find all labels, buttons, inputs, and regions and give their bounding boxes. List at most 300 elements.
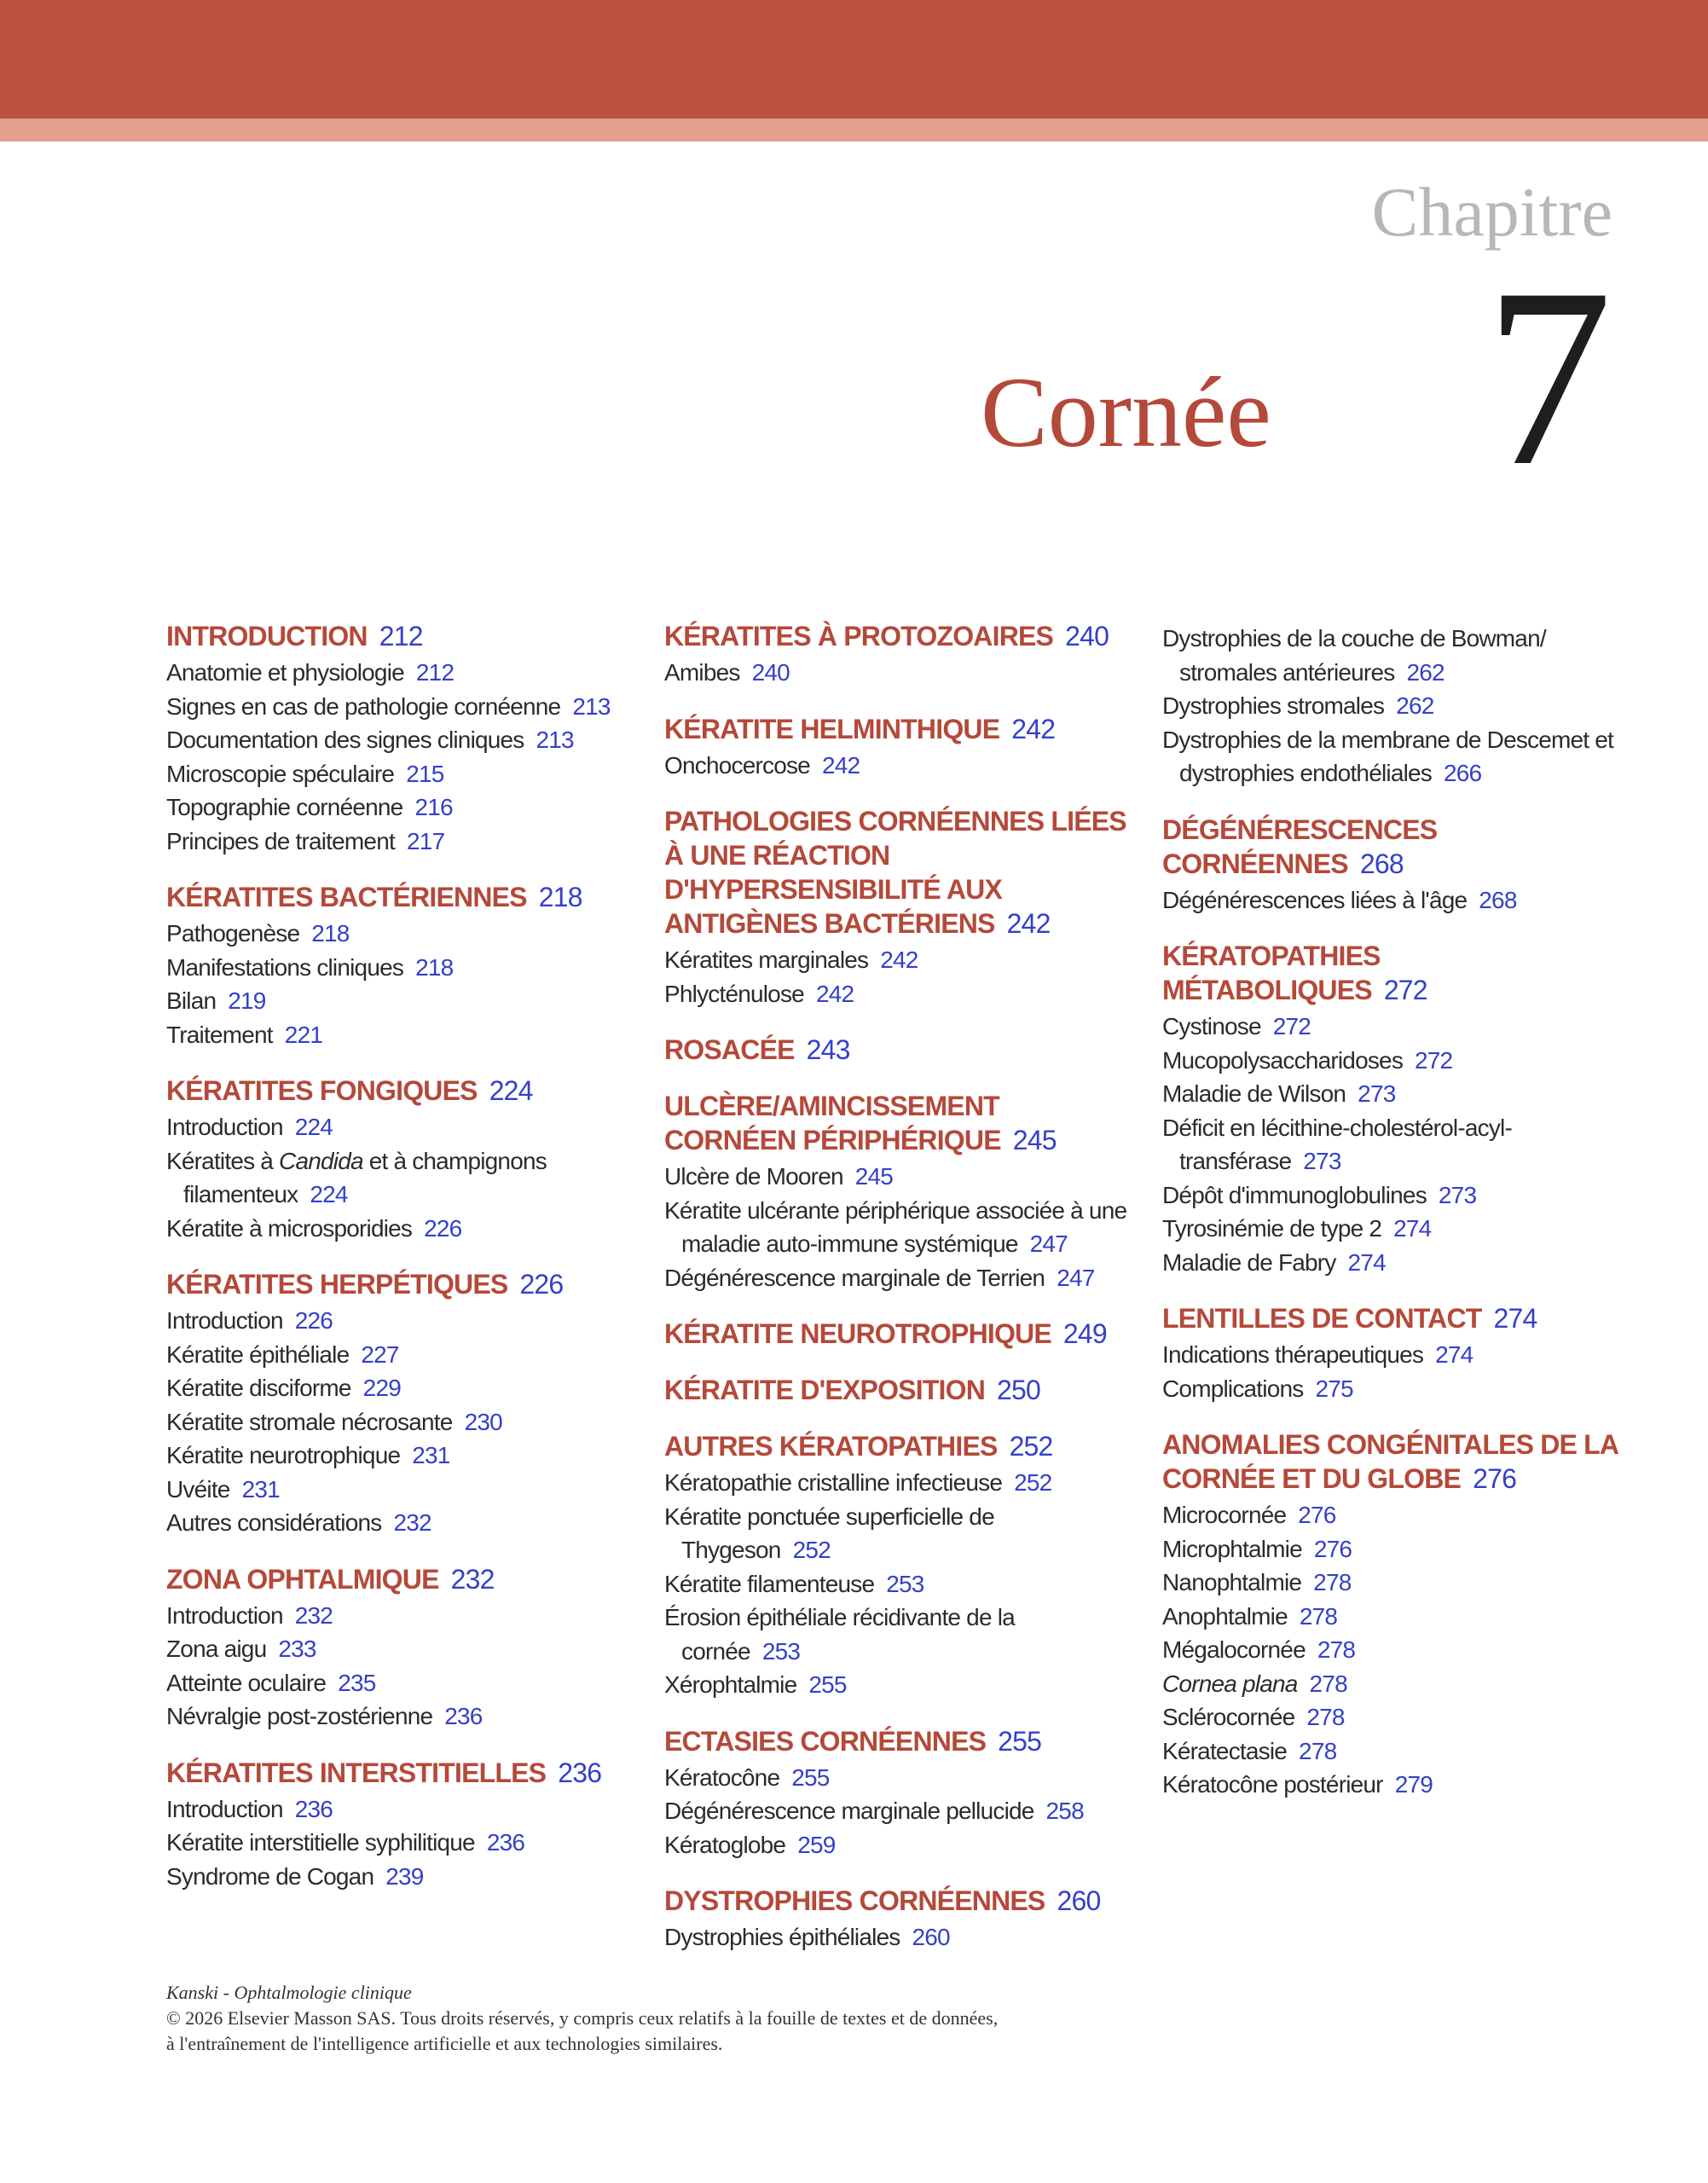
toc-entry-list bbox=[166, 656, 631, 858]
toc-entry[interactable] bbox=[1162, 1044, 1640, 1078]
toc-section bbox=[664, 1884, 1138, 1954]
toc-entry-title: Maladie de Wilson bbox=[1162, 1080, 1346, 1107]
toc-entry-title: Ulcère de Mooren bbox=[664, 1163, 843, 1190]
toc-entry[interactable] bbox=[664, 656, 1138, 690]
toc-section-title: KÉRATOPATHIES MÉTABOLIQUES bbox=[1162, 941, 1381, 1005]
toc-entry-list bbox=[1162, 1498, 1640, 1802]
toc-entry-title: Microscopie spéculaire bbox=[166, 760, 395, 787]
toc-entry-page: 247 bbox=[1029, 1230, 1068, 1257]
toc-entry-title: Pathogenèse bbox=[166, 920, 300, 947]
toc-entry-page: 218 bbox=[311, 920, 350, 947]
toc-entry-page: 235 bbox=[338, 1669, 376, 1696]
toc-entry-title: Kératite à microsporidies bbox=[166, 1214, 413, 1242]
toc-entry[interactable] bbox=[664, 1828, 1138, 1862]
toc-entry-page: 242 bbox=[821, 751, 860, 779]
toc-section-heading[interactable] bbox=[664, 1033, 1138, 1067]
toc-section-title: KÉRATITES HERPÉTIQUES bbox=[166, 1269, 508, 1300]
toc-entry[interactable] bbox=[166, 723, 631, 757]
toc-entry-title: Maladie de Fabry bbox=[1162, 1248, 1336, 1276]
toc-entry-page: 236 bbox=[486, 1829, 525, 1856]
toc-entry-page: 272 bbox=[1272, 1013, 1311, 1039]
toc-section-heading[interactable] bbox=[1162, 1301, 1640, 1335]
toc-entry-title: Topographie cornéenne bbox=[166, 794, 403, 820]
toc-section-title: AUTRES KÉRATOPATHIES bbox=[664, 1431, 998, 1462]
toc-entry[interactable] bbox=[1162, 1178, 1640, 1213]
toc-entry[interactable] bbox=[1162, 723, 1640, 790]
toc-entry-page: 226 bbox=[294, 1307, 333, 1334]
toc-entry-page: 232 bbox=[294, 1601, 333, 1629]
toc-entry[interactable] bbox=[1162, 1077, 1640, 1111]
toc-entry-title: Dystrophies de la membrane de Descemet et dystrophies endothéliales bbox=[1162, 726, 1614, 786]
toc-entry[interactable] bbox=[664, 749, 1138, 783]
toc-entry-title: Névralgie post-zostérienne bbox=[166, 1703, 433, 1729]
toc-entry-page: 278 bbox=[1313, 1569, 1352, 1595]
toc-entry-list bbox=[664, 749, 1138, 783]
toc-section bbox=[664, 1429, 1138, 1702]
toc-section-page: 255 bbox=[998, 1725, 1042, 1757]
toc-entry-title: Xérophtalmie bbox=[664, 1671, 797, 1698]
toc-section bbox=[664, 1033, 1138, 1067]
toc-entry-title: Kératite ulcérante périphérique associée à une maladie auto-immune systémique bbox=[664, 1196, 1127, 1257]
toc-entry-title: Dystrophies de la couche de Bowman/ stromales antérieures bbox=[1162, 625, 1546, 686]
toc-entry-page: 272 bbox=[1415, 1046, 1453, 1074]
copyright-line: © 2026 Elsevier Masson SAS. Tous droits réservés, y compris ceux relatifs à la fouille de textes et de données, bbox=[166, 2007, 999, 2029]
toc-entry-title: Dystrophies épithéliales bbox=[664, 1924, 900, 1950]
toc-entry-title: Anophtalmie bbox=[1162, 1602, 1288, 1630]
toc-entry-page: 236 bbox=[294, 1795, 333, 1822]
toc-entry[interactable] bbox=[166, 1666, 631, 1700]
toc-entry[interactable] bbox=[664, 1668, 1138, 1702]
toc-entry-list bbox=[664, 943, 1138, 1010]
toc-entry-page: 262 bbox=[1406, 658, 1445, 686]
toc-entry-page: 239 bbox=[385, 1862, 424, 1890]
toc-section-title: KÉRATITE NEUROTROPHIQUE bbox=[664, 1318, 1051, 1349]
toc-section-page: 232 bbox=[450, 1563, 495, 1595]
toc-section-heading[interactable] bbox=[664, 1089, 1138, 1157]
toc-entry-page: 221 bbox=[284, 1021, 323, 1048]
toc-section-heading[interactable] bbox=[664, 1884, 1138, 1918]
header-band-accent bbox=[0, 119, 1708, 142]
toc-entry[interactable] bbox=[1162, 1734, 1640, 1769]
toc-entry-title: Tyrosinémie de type 2 bbox=[1162, 1215, 1382, 1242]
toc-entry-title: Dégénérescence marginale de Terrien bbox=[664, 1264, 1045, 1291]
toc-entry[interactable] bbox=[166, 1506, 631, 1540]
toc-section-title: ULCÈRE/AMINCISSEMENT CORNÉEN PÉRIPHÉRIQUE bbox=[664, 1091, 1001, 1155]
toc-entry-page: 260 bbox=[912, 1924, 950, 1950]
toc-entry-title: Kératite ponctuée superficielle de Thygeson bbox=[664, 1503, 994, 1563]
toc-entry-page: 258 bbox=[1045, 1798, 1084, 1824]
toc-section bbox=[664, 1089, 1138, 1294]
toc-entry-title: Syndrome de Cogan bbox=[166, 1862, 374, 1890]
toc-entry-title: Kératoglobe bbox=[664, 1831, 786, 1858]
toc-entry-list bbox=[166, 1304, 631, 1540]
toc-entry-page: 262 bbox=[1396, 692, 1434, 719]
toc-entry-title: Manifestations cliniques bbox=[166, 953, 404, 981]
toc-section-title: ZONA OPHTALMIQUE bbox=[166, 1563, 439, 1595]
toc-section bbox=[1162, 813, 1640, 918]
toc-section-title: INTRODUCTION bbox=[166, 621, 368, 651]
toc-entry[interactable] bbox=[1162, 1700, 1640, 1734]
toc-entry-page: 217 bbox=[406, 827, 445, 854]
toc-entry-title: Traitement bbox=[166, 1021, 273, 1048]
toc-entry-page: 273 bbox=[1358, 1080, 1396, 1107]
toc-entry-page: 236 bbox=[444, 1703, 483, 1729]
toc-section-heading[interactable] bbox=[664, 1429, 1138, 1463]
toc-column-2 bbox=[664, 619, 1138, 1954]
toc-section bbox=[166, 880, 631, 1051]
toc-entry[interactable] bbox=[166, 984, 631, 1018]
toc-entry[interactable] bbox=[664, 1466, 1138, 1500]
toc-section-heading[interactable] bbox=[664, 712, 1138, 746]
toc-entry-title: Introduction bbox=[166, 1601, 283, 1629]
toc-entry-page: 252 bbox=[1014, 1469, 1052, 1496]
toc-entry-page: 273 bbox=[1438, 1181, 1477, 1208]
toc-section-page: 268 bbox=[1359, 848, 1404, 879]
toc-entry-page: 274 bbox=[1435, 1341, 1474, 1368]
toc-entry[interactable] bbox=[664, 1920, 1138, 1954]
toc-entry[interactable] bbox=[664, 1761, 1138, 1795]
chapter-title: Cornée bbox=[981, 356, 1271, 468]
toc-entry[interactable] bbox=[166, 1144, 631, 1212]
chapter-number: 7 bbox=[1485, 235, 1612, 518]
toc-section-title: ECTASIES CORNÉENNES bbox=[664, 1725, 987, 1757]
toc-section bbox=[166, 1756, 631, 1894]
copyright-line: à l'entraînement de l'intelligence artificielle et aux technologies similaires. bbox=[166, 2033, 723, 2054]
italic-term: Candida bbox=[279, 1147, 363, 1174]
toc-entry-page: 278 bbox=[1299, 1602, 1338, 1630]
toc-entry-title: Mucopolysaccharidoses bbox=[1162, 1046, 1404, 1074]
toc-entry-page: 245 bbox=[854, 1163, 894, 1190]
toc-entry-page: 230 bbox=[464, 1408, 502, 1435]
toc-section-page: 250 bbox=[997, 1375, 1041, 1405]
toc-entry-page: 252 bbox=[792, 1537, 831, 1563]
toc-entry-page: 242 bbox=[815, 980, 854, 1007]
toc-entry-title: Zona aigu bbox=[166, 1636, 267, 1662]
toc-entry[interactable] bbox=[166, 1860, 631, 1894]
toc-section bbox=[664, 1724, 1138, 1862]
toc-entry-page: 224 bbox=[310, 1181, 348, 1207]
toc-section-heading[interactable] bbox=[166, 1756, 631, 1790]
toc-entry-title: Érosion épithéliale récidivante de la cornée bbox=[664, 1604, 1015, 1665]
toc-entry-title: Complications bbox=[1162, 1375, 1304, 1402]
toc-section-page: 245 bbox=[1012, 1125, 1057, 1155]
toc-entry-title: Principes de traitement bbox=[166, 827, 395, 854]
toc-entry-title: Phlycténulose bbox=[664, 980, 804, 1007]
toc-section-title: KÉRATITES INTERSTITIELLES bbox=[166, 1757, 547, 1788]
toc-section-heading[interactable] bbox=[166, 1267, 631, 1301]
toc-section-heading[interactable] bbox=[166, 880, 631, 914]
toc-entry-page: 273 bbox=[1303, 1148, 1341, 1174]
toc-entry[interactable] bbox=[664, 1194, 1138, 1261]
toc-section-heading[interactable] bbox=[664, 1724, 1138, 1758]
toc-entry-title: Kératite épithéliale bbox=[166, 1340, 350, 1368]
toc-entry[interactable] bbox=[1162, 1111, 1640, 1178]
toc-entry-title: Dégénérescences liées à l'âge bbox=[1162, 886, 1468, 913]
toc-entry[interactable] bbox=[1162, 1768, 1640, 1802]
toc-section-page: 252 bbox=[1009, 1431, 1053, 1462]
toc-entry-title: Dépôt d'immunoglobulines bbox=[1162, 1181, 1427, 1208]
toc-section-page: 240 bbox=[1065, 621, 1109, 651]
toc-entry[interactable] bbox=[1162, 1667, 1640, 1701]
toc-section bbox=[664, 1373, 1138, 1407]
toc-column-3 bbox=[1162, 619, 1640, 1802]
toc-entry-page: 213 bbox=[536, 727, 574, 753]
toc-entry[interactable] bbox=[166, 1110, 631, 1144]
toc-entry[interactable] bbox=[166, 1599, 631, 1633]
toc-entry-title: Documentation des signes cliniques bbox=[166, 727, 524, 753]
toc-entry-page: 242 bbox=[880, 947, 918, 973]
toc-entry-title: Kératocône bbox=[664, 1763, 780, 1791]
toc-section-title: DÉGÉNÉRESCENCES CORNÉENNES bbox=[1162, 814, 1438, 879]
toc-section-page: 224 bbox=[489, 1075, 533, 1106]
toc-entry-page: 226 bbox=[424, 1214, 462, 1242]
toc-entry[interactable] bbox=[664, 943, 1138, 977]
toc-entry[interactable] bbox=[166, 917, 631, 951]
toc-entry[interactable] bbox=[166, 790, 631, 825]
toc-entry-list bbox=[664, 1160, 1138, 1294]
toc-entry[interactable] bbox=[166, 951, 631, 985]
toc-entry-list bbox=[664, 656, 1138, 690]
toc-entry-page: 276 bbox=[1298, 1502, 1336, 1528]
toc-entry-page: 266 bbox=[1444, 760, 1482, 786]
toc-entry-title: Déficit en lécithine-cholestérol-acyl-transférase bbox=[1162, 1114, 1512, 1174]
toc-entry-page: 255 bbox=[791, 1763, 830, 1791]
toc-section-title: DYSTROPHIES CORNÉENNES bbox=[664, 1885, 1045, 1916]
toc-entry-page: 240 bbox=[751, 659, 790, 686]
toc-entry[interactable] bbox=[166, 757, 631, 791]
toc-entry-page: 215 bbox=[406, 760, 444, 787]
toc-entry-list bbox=[664, 1920, 1138, 1954]
toc-entry[interactable] bbox=[1162, 1532, 1640, 1566]
toc-entry[interactable] bbox=[166, 1304, 631, 1338]
toc-entry-title: Mégalocornée bbox=[1162, 1636, 1306, 1663]
toc-entry[interactable] bbox=[166, 690, 631, 724]
toc-section-page: 276 bbox=[1473, 1463, 1517, 1494]
toc-section-heading[interactable] bbox=[1162, 939, 1640, 1007]
header-band bbox=[0, 0, 1708, 119]
toc-entry[interactable] bbox=[166, 1371, 631, 1405]
toc-entry[interactable] bbox=[1162, 1372, 1640, 1406]
toc-section bbox=[1162, 1301, 1640, 1405]
toc-entry-title: Dégénérescence marginale pellucide bbox=[664, 1798, 1034, 1824]
toc-entry[interactable] bbox=[166, 1826, 631, 1860]
toc-entry-page: 232 bbox=[393, 1509, 431, 1536]
toc-entry-title: Kératites marginales bbox=[664, 947, 869, 973]
toc-entry-title: Microphtalmie bbox=[1162, 1535, 1302, 1562]
toc-entry-title: Kératite neurotrophique bbox=[166, 1442, 401, 1468]
toc-entry-page: 224 bbox=[294, 1114, 333, 1140]
book-title: Kanski - Ophtalmologie clinique bbox=[166, 1982, 412, 2003]
toc-section bbox=[166, 619, 631, 858]
toc-entry-title: Kératopathie cristalline infectieuse bbox=[664, 1469, 1003, 1496]
toc-section-heading[interactable] bbox=[664, 619, 1138, 653]
toc-section-title: ANOMALIES CONGÉNITALES DE LA CORNÉE ET DU GLOBE bbox=[1162, 1429, 1618, 1494]
toc-entry-page: 212 bbox=[415, 659, 455, 686]
toc-entry-page: 275 bbox=[1315, 1375, 1353, 1402]
toc-entry-list bbox=[1162, 1010, 1640, 1279]
toc-section-heading[interactable] bbox=[166, 1074, 631, 1108]
toc-entry-page: 227 bbox=[361, 1340, 399, 1368]
toc-section bbox=[1162, 1427, 1640, 1802]
toc-section bbox=[664, 619, 1138, 690]
toc-entry-title: Signes en cas de pathologie cornéenne bbox=[166, 692, 561, 720]
toc-section-title: KÉRATITES FONGIQUES bbox=[166, 1075, 478, 1106]
toc-entry[interactable] bbox=[166, 1405, 631, 1439]
toc-entry[interactable] bbox=[664, 1500, 1138, 1567]
toc-entry-page: 219 bbox=[228, 987, 266, 1014]
toc-entry-list bbox=[664, 1761, 1138, 1862]
toc-section bbox=[664, 1317, 1138, 1351]
toc-entry-list bbox=[166, 917, 631, 1051]
toc-entry-page: 213 bbox=[572, 692, 611, 720]
toc-entry-page: 229 bbox=[362, 1375, 401, 1401]
toc-column-1 bbox=[166, 619, 631, 1893]
toc-entry-page: 253 bbox=[886, 1570, 924, 1597]
toc-entry-page: 276 bbox=[1313, 1535, 1352, 1562]
toc-entry-title: Introduction bbox=[166, 1307, 283, 1334]
toc-entry-title: Indications thérapeutiques bbox=[1162, 1341, 1424, 1368]
toc-entry[interactable] bbox=[166, 1439, 631, 1473]
toc-entry-page: 216 bbox=[414, 794, 453, 820]
toc-section-title: LENTILLES DE CONTACT bbox=[1162, 1303, 1482, 1334]
toc-entry-list bbox=[1162, 622, 1640, 790]
toc-entry-title: Anatomie et physiologie bbox=[166, 659, 404, 686]
toc-entry-title: Dystrophies stromales bbox=[1162, 692, 1385, 719]
toc-entry-page: 231 bbox=[412, 1442, 450, 1468]
toc-section-page: 242 bbox=[1006, 908, 1051, 939]
toc-entry[interactable] bbox=[166, 1699, 631, 1734]
toc-entry[interactable] bbox=[1162, 1633, 1640, 1667]
toc-entry[interactable] bbox=[166, 1212, 631, 1246]
italic-term: Cornea plana bbox=[1162, 1670, 1298, 1697]
toc-entry-title: Introduction bbox=[166, 1795, 283, 1822]
chapter-label: Chapitre bbox=[1371, 173, 1612, 251]
toc-entry[interactable] bbox=[1162, 1212, 1640, 1246]
toc-entry-title: Kératite stromale nécrosante bbox=[166, 1408, 453, 1435]
toc-entry-title: Kératocône postérieur bbox=[1162, 1771, 1383, 1798]
toc-entry[interactable] bbox=[166, 1473, 631, 1507]
toc-entry-title: Nanophtalmie bbox=[1162, 1569, 1302, 1595]
toc-entry-title: Sclérocornée bbox=[1162, 1704, 1295, 1730]
toc-section-heading[interactable] bbox=[166, 619, 631, 653]
toc-entry-title: Amibes bbox=[664, 659, 740, 686]
toc-entry-page: 274 bbox=[1347, 1248, 1386, 1276]
toc-entry[interactable] bbox=[166, 825, 631, 859]
page-footer bbox=[166, 1980, 1360, 2057]
toc-entry-page: 274 bbox=[1393, 1215, 1432, 1242]
toc-entry[interactable] bbox=[664, 1601, 1138, 1668]
toc-entry[interactable] bbox=[1162, 1246, 1640, 1280]
toc-entry-page: 218 bbox=[415, 953, 454, 981]
toc-entry-page: 278 bbox=[1299, 1737, 1337, 1764]
toc-entry-title: Bilan bbox=[166, 987, 217, 1014]
toc-entry[interactable] bbox=[664, 1160, 1138, 1194]
toc-entry-title: Kératite interstitielle syphilitique bbox=[166, 1829, 475, 1856]
toc-entry-title bbox=[1162, 1671, 1298, 1697]
toc-section-page: 236 bbox=[558, 1757, 602, 1788]
toc-entry-page: 278 bbox=[1309, 1670, 1347, 1697]
toc-entry[interactable] bbox=[664, 977, 1138, 1011]
toc-entry-title: Kératites à Candida et à champignons filamenteux bbox=[166, 1147, 547, 1207]
toc-entry-title: Kératectasie bbox=[1162, 1737, 1288, 1764]
toc-entry-list bbox=[1162, 883, 1640, 918]
toc-section-heading[interactable] bbox=[664, 804, 1138, 941]
toc-entry-page: 278 bbox=[1317, 1636, 1356, 1663]
toc-entry-page: 279 bbox=[1394, 1771, 1433, 1798]
toc-entry-title: Uvéite bbox=[166, 1475, 230, 1503]
toc-section-title: KÉRATITES À PROTOZOAIRES bbox=[664, 621, 1054, 651]
toc-section-title: ROSACÉE bbox=[664, 1034, 795, 1065]
toc-section bbox=[664, 712, 1138, 783]
toc-section-heading[interactable] bbox=[166, 1562, 631, 1596]
toc-section-heading[interactable] bbox=[1162, 813, 1640, 881]
toc-entry[interactable] bbox=[1162, 883, 1640, 918]
toc-entry-list bbox=[166, 1599, 631, 1734]
toc-section-page: 249 bbox=[1062, 1318, 1107, 1349]
toc-entry[interactable] bbox=[1162, 622, 1640, 689]
toc-section-heading[interactable] bbox=[664, 1317, 1138, 1351]
toc-entry[interactable] bbox=[664, 1794, 1138, 1828]
toc-section-page: 218 bbox=[538, 882, 582, 912]
toc-entry-title: Microcornée bbox=[1162, 1502, 1287, 1528]
toc-entry-title: Introduction bbox=[166, 1114, 283, 1140]
toc-entry[interactable] bbox=[664, 1567, 1138, 1601]
toc-entry-title: Autres considérations bbox=[166, 1509, 382, 1536]
toc-section-page: 242 bbox=[1011, 713, 1056, 744]
toc-section bbox=[664, 804, 1138, 1010]
toc-section bbox=[1162, 939, 1640, 1279]
toc-section-page: 212 bbox=[379, 621, 423, 651]
toc-entry-page: 268 bbox=[1479, 886, 1517, 913]
toc-entry-list bbox=[664, 1466, 1138, 1702]
toc-entry-page: 233 bbox=[278, 1636, 316, 1662]
toc-entry-page: 259 bbox=[797, 1831, 836, 1858]
toc-entry[interactable] bbox=[166, 1632, 631, 1666]
toc-entry-page: 247 bbox=[1057, 1264, 1095, 1291]
toc-entry-title: Kératite filamenteuse bbox=[664, 1570, 875, 1597]
toc-section bbox=[166, 1562, 631, 1734]
toc-entry[interactable] bbox=[166, 656, 631, 690]
toc-section-page: 272 bbox=[1383, 975, 1427, 1005]
toc-entry[interactable] bbox=[1162, 1010, 1640, 1044]
toc-entry[interactable] bbox=[166, 1338, 631, 1372]
toc-entry[interactable] bbox=[1162, 1566, 1640, 1600]
toc-section-title: KÉRATITE D'EXPOSITION bbox=[664, 1375, 986, 1405]
toc-entry-list bbox=[1162, 1338, 1640, 1405]
toc-entry-list bbox=[166, 1110, 631, 1245]
toc-entry-page: 231 bbox=[241, 1475, 280, 1503]
toc-entry-title: Cystinose bbox=[1162, 1013, 1261, 1039]
toc-entry[interactable] bbox=[166, 1018, 631, 1052]
toc-entry[interactable] bbox=[166, 1792, 631, 1827]
toc-section-title: PATHOLOGIES CORNÉENNES LIÉES À UNE RÉACTION D'HYPERSENSIBILITÉ AUX ANTIGÈNES BACTÉRIENS bbox=[664, 806, 1126, 939]
toc-entry[interactable] bbox=[1162, 1600, 1640, 1634]
toc-entry[interactable] bbox=[1162, 1498, 1640, 1532]
toc-section-title: KÉRATITE HELMINTHIQUE bbox=[664, 713, 1000, 744]
toc-entry-title: Atteinte oculaire bbox=[166, 1669, 327, 1696]
toc-section-page: 274 bbox=[1493, 1303, 1537, 1334]
toc-entry-list bbox=[166, 1792, 631, 1894]
toc-entry[interactable] bbox=[664, 1261, 1138, 1295]
toc-entry[interactable] bbox=[1162, 1338, 1640, 1372]
toc-section-heading[interactable] bbox=[664, 1373, 1138, 1407]
toc-section-heading[interactable] bbox=[1162, 1427, 1640, 1496]
toc-section-page: 226 bbox=[519, 1269, 564, 1300]
toc-entry-title: Onchocercose bbox=[664, 751, 810, 779]
toc-section-title: KÉRATITES BACTÉRIENNES bbox=[166, 882, 527, 912]
toc-section-page: 243 bbox=[806, 1034, 850, 1065]
toc-entry[interactable] bbox=[1162, 689, 1640, 723]
